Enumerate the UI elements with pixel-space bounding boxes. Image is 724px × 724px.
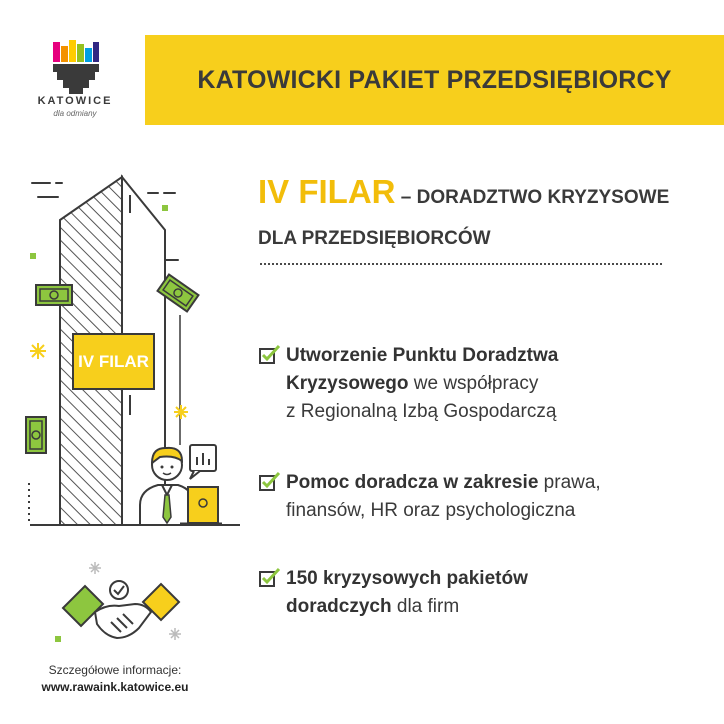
- section-heading: [258, 175, 708, 208]
- bullet-text-normal: prawa,: [538, 472, 601, 493]
- bullet-text: [286, 342, 558, 426]
- sparkle-icon: [174, 405, 188, 419]
- bullet-text-bold: 150 kryzysowych pakietów: [286, 568, 528, 589]
- dotted-divider: [260, 263, 662, 265]
- header-banner: [145, 35, 724, 125]
- banknote-icon: [36, 285, 72, 305]
- bullet-text: [286, 469, 601, 525]
- bullet-text: [286, 565, 528, 621]
- footer-info-label: Szczegółowe informacje:: [48, 663, 182, 677]
- heading-accent: IV FILAR: [258, 173, 396, 210]
- footer-url-link[interactable]: www.rawaink.katowice.eu: [41, 680, 189, 694]
- bullet-text-normal: finansów, HR oraz psychologiczna: [286, 500, 576, 521]
- heading-line2: DLA PRZEDSIĘBIORCÓW: [258, 228, 491, 249]
- bullet-text-normal: dla firm: [391, 596, 460, 617]
- bullet-item: [258, 342, 698, 426]
- sparkle-icon: [30, 343, 46, 359]
- checkbox-check-icon: [258, 565, 286, 621]
- checkbox-check-icon: [258, 342, 286, 426]
- katowice-logo: [45, 38, 105, 98]
- chart-bubble-icon: [190, 445, 216, 479]
- checkbox-check-icon: [258, 469, 286, 525]
- bullet-text-bold: doradczych: [286, 596, 392, 617]
- handshake-icon: [55, 560, 190, 655]
- heading-line1-rest: – DORADZTWO KRYZYSOWE: [395, 187, 670, 208]
- bullet-text-bold: Pomoc doradcza w zakresie: [286, 472, 539, 493]
- banknote-icon: [26, 417, 46, 453]
- katowice-logo-icon: [45, 38, 105, 98]
- iv-filar-label-box: IV FILAR: [72, 333, 155, 390]
- logo-city-name: KATOWICE: [37, 95, 113, 107]
- bullet-text-normal: we współpracy: [408, 373, 539, 394]
- logo-tagline: dla odmiany: [53, 109, 97, 118]
- bullet-text-bold: Kryzysowego: [286, 373, 409, 394]
- page-title: KATOWICKI PAKIET PRZEDSIĘBIORCY: [197, 65, 672, 94]
- bullet-item: [258, 565, 698, 621]
- bullet-item: [258, 469, 698, 525]
- bullet-text-normal: z Regionalną Izbą Gospodarczą: [286, 401, 557, 422]
- bullet-text-bold: Utworzenie Punktu Doradztwa: [286, 345, 559, 366]
